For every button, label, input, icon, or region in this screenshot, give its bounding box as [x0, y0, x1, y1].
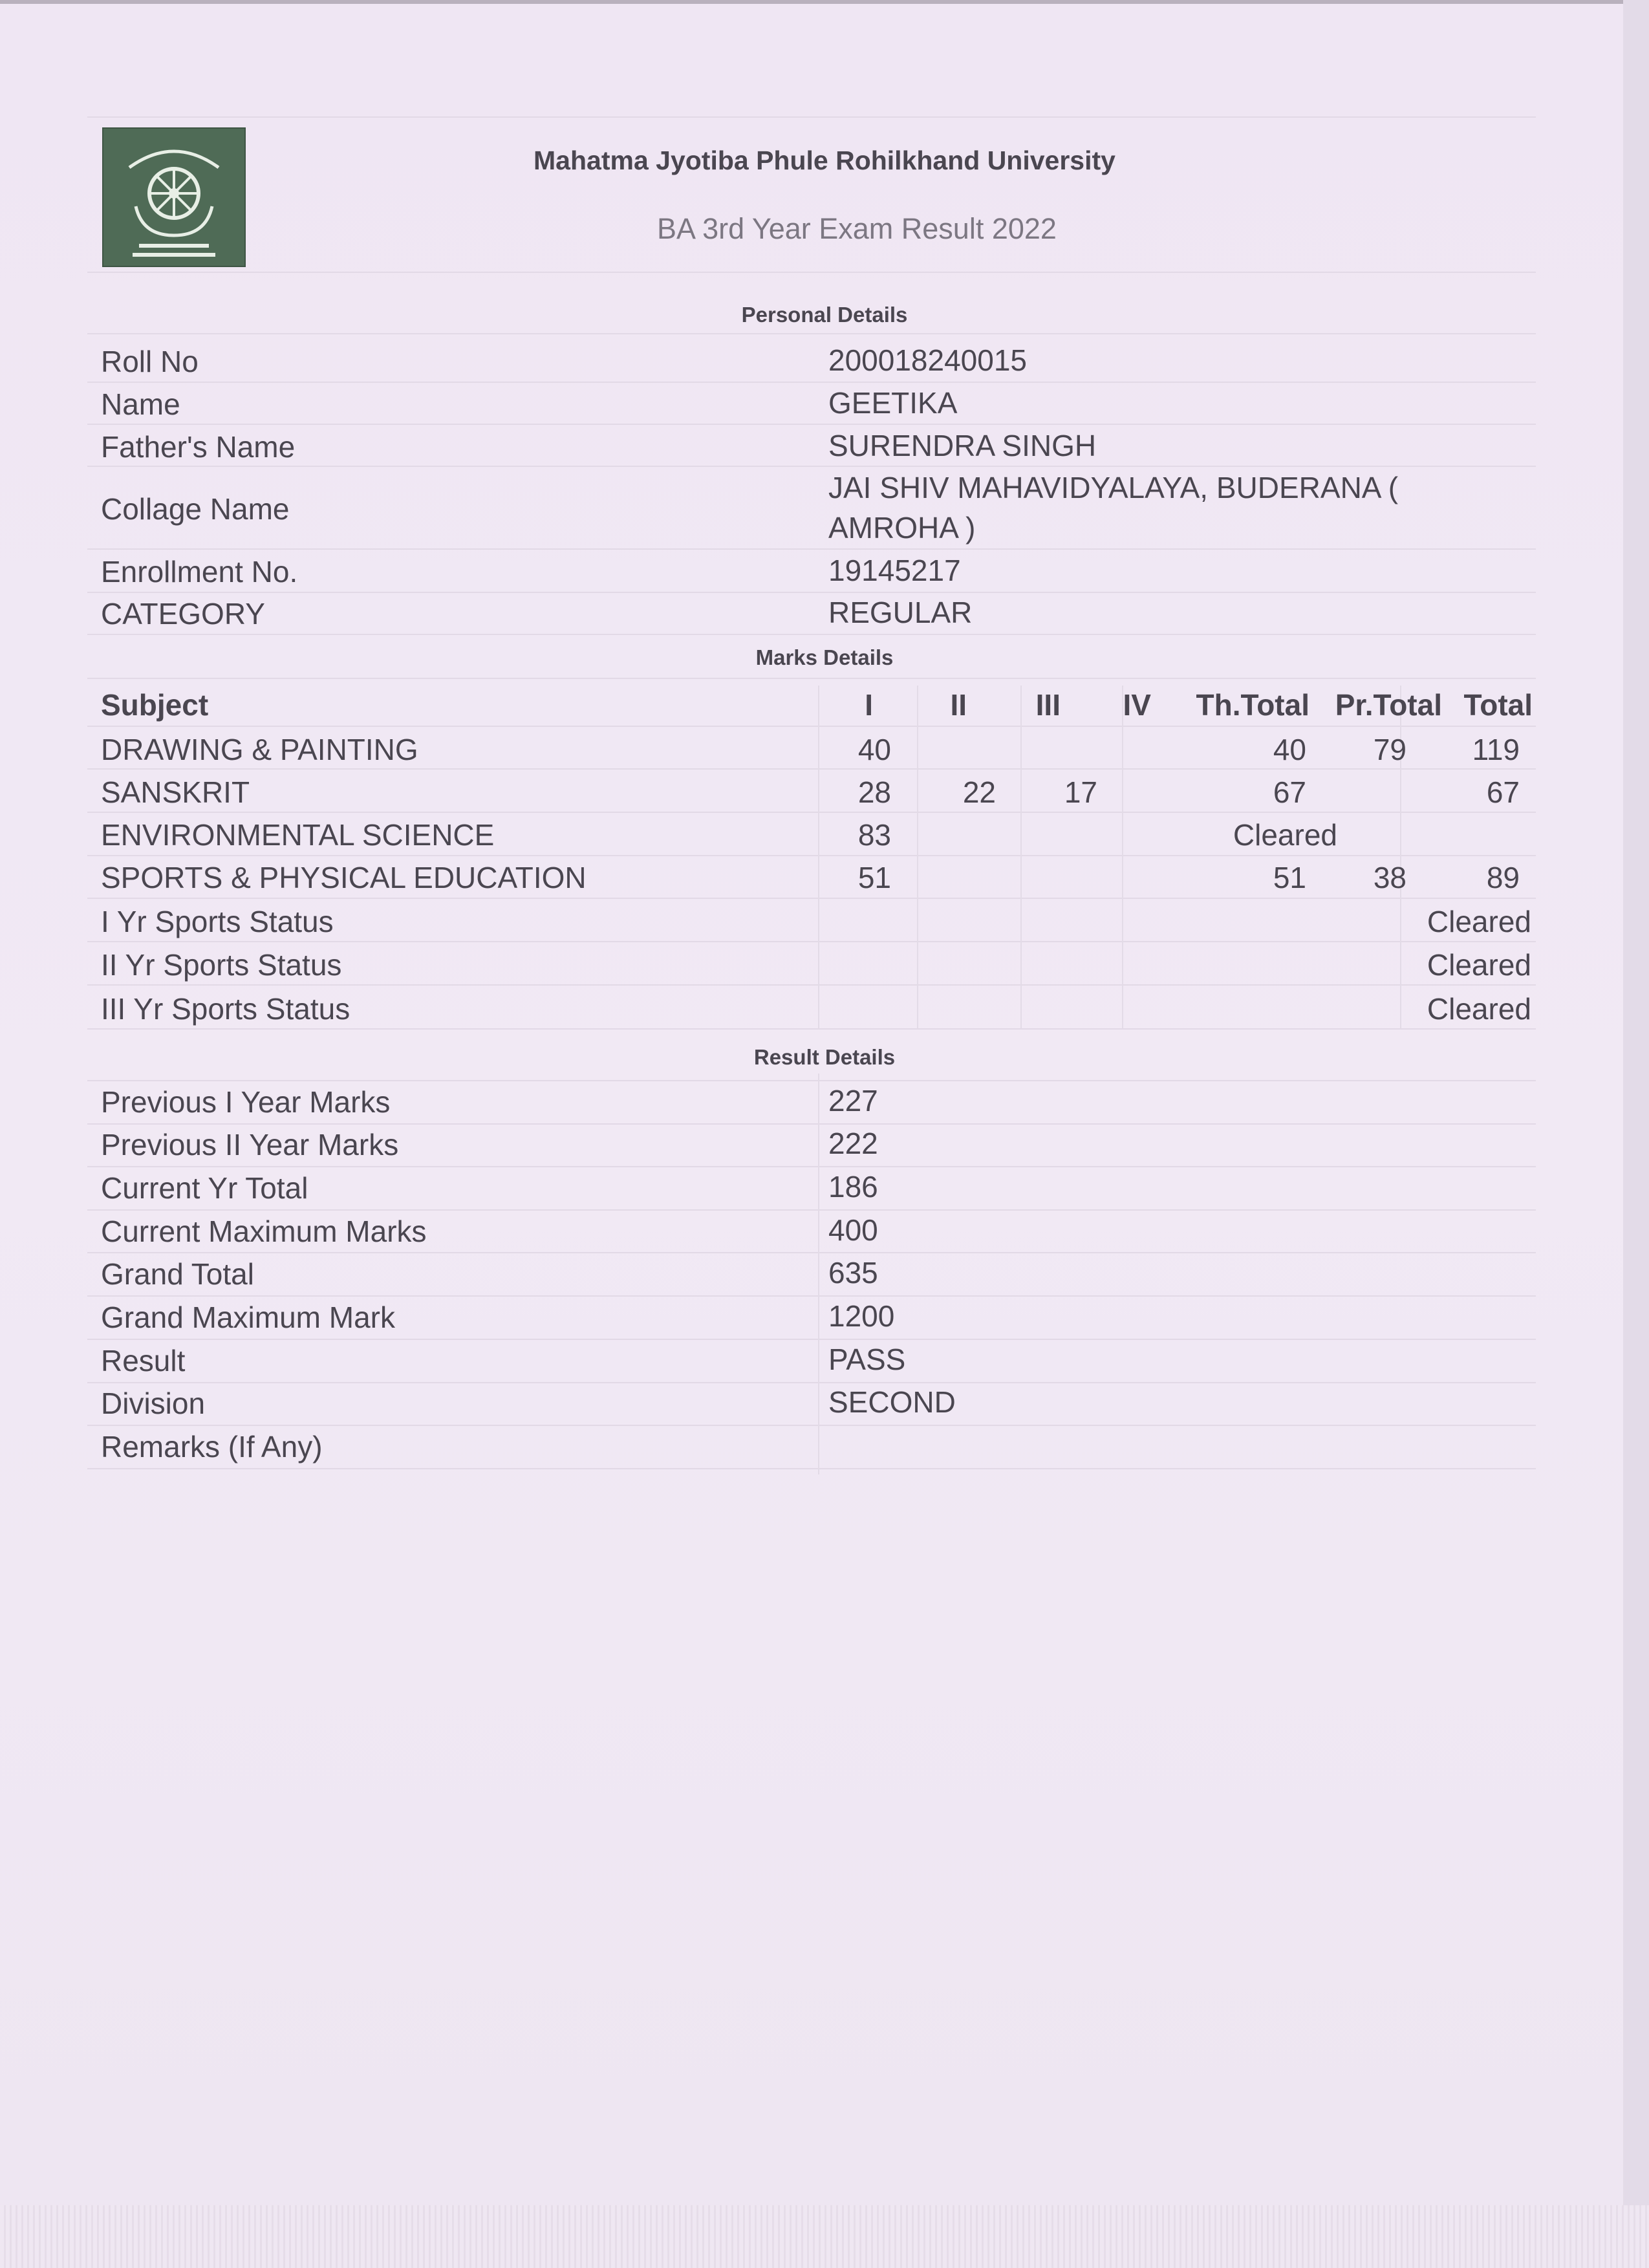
- result-label: Previous I Year Marks: [101, 1085, 391, 1119]
- mark-cell-th-total: 67: [1273, 775, 1306, 809]
- divider: [87, 1382, 1536, 1383]
- subject-header: Subject: [101, 688, 209, 722]
- divider: [87, 272, 1536, 273]
- mark-cell-p2: 22: [962, 775, 996, 809]
- scan-artifact-band: [0, 2205, 1649, 2268]
- result-value: 1200: [828, 1299, 895, 1333]
- category-value: REGULAR: [828, 596, 973, 629]
- mark-cell-p1: 51: [857, 861, 891, 894]
- column-header-th-total: Th.Total: [1196, 688, 1310, 722]
- mark-cell-p1: 83: [857, 818, 891, 852]
- divider: [87, 1339, 1536, 1340]
- result-value: 400: [828, 1213, 878, 1247]
- result-value: 227: [828, 1084, 878, 1118]
- divider: [87, 382, 1536, 383]
- column-divider: [917, 686, 918, 1028]
- result-details-heading: Result Details: [753, 1045, 896, 1069]
- subject-name: ENVIRONMENTAL SCIENCE: [101, 818, 495, 852]
- column-divider: [1122, 686, 1123, 1028]
- mark-cell-p1: 40: [857, 733, 891, 766]
- subject-name: DRAWING & PAINTING: [101, 733, 418, 766]
- college-name-value: JAI SHIV MAHAVIDYALAYA, BUDERANA ( AMROHA ): [828, 471, 1399, 545]
- roll-no-label: Roll No: [101, 345, 199, 378]
- divider: [87, 116, 1536, 118]
- name-label: Name: [101, 387, 180, 421]
- name-value: GEETIKA: [828, 386, 958, 420]
- mark-cell-th-total: 51: [1273, 861, 1306, 894]
- mark-cell-p1: 28: [857, 775, 891, 809]
- column-header-p2: II: [950, 688, 967, 722]
- result-label: Current Yr Total: [101, 1171, 308, 1205]
- result-label: Grand Maximum Mark: [101, 1301, 395, 1334]
- divider: [87, 1252, 1536, 1253]
- divider: [87, 634, 1536, 635]
- divider: [87, 1028, 1536, 1030]
- column-header-pr-total: Pr.Total: [1335, 688, 1442, 722]
- mark-cell-p3: 17: [1064, 775, 1097, 809]
- right-edge: [1623, 0, 1649, 2268]
- divider: [87, 333, 1536, 334]
- mark-cell-th-total: 40: [1273, 733, 1306, 766]
- university-name: Mahatma Jyotiba Phule Rohilkhand University: [534, 146, 1116, 175]
- result-label: Result: [101, 1344, 186, 1377]
- mark-cell-pr-total: 38: [1373, 861, 1406, 894]
- divider: [87, 1468, 1536, 1469]
- result-value: 635: [828, 1256, 878, 1290]
- mark-cell-total: Cleared: [1427, 905, 1531, 938]
- mark-cell-total: 89: [1486, 861, 1520, 894]
- father-name-label: Father's Name: [101, 430, 296, 464]
- divider: [87, 466, 1536, 467]
- category-label: CATEGORY: [101, 597, 265, 631]
- result-label: Division: [101, 1387, 206, 1420]
- divider: [87, 424, 1536, 425]
- column-divider: [818, 686, 819, 1028]
- result-label: Grand Total: [101, 1257, 254, 1291]
- divider: [87, 1295, 1536, 1297]
- divider: [87, 768, 1536, 770]
- result-value: SECOND: [828, 1385, 956, 1419]
- result-label: Current Maximum Marks: [101, 1215, 427, 1248]
- mark-cell-total: Cleared: [1427, 992, 1531, 1026]
- divider: [87, 1123, 1536, 1125]
- column-header-p3: III: [1035, 688, 1061, 722]
- subject-name: SPORTS & PHYSICAL EDUCATION: [101, 861, 587, 894]
- mark-cell-total: 119: [1472, 733, 1520, 766]
- result-value: 222: [828, 1127, 878, 1160]
- subject-name: SANSKRIT: [101, 775, 250, 809]
- result-label: Previous II Year Marks: [101, 1128, 399, 1161]
- college-name-label: Collage Name: [101, 492, 290, 526]
- father-name-value: SURENDRA SINGH: [828, 429, 1097, 462]
- divider: [87, 592, 1536, 593]
- column-header-p1: I: [865, 688, 873, 722]
- divider: [87, 812, 1536, 813]
- mark-cell-total: Cleared: [1427, 948, 1531, 982]
- column-header-p4: IV: [1123, 688, 1151, 722]
- divider: [87, 1166, 1536, 1167]
- marks-details-heading: Marks Details: [755, 645, 894, 669]
- roll-no-value: 200018240015: [828, 343, 1027, 377]
- divider: [87, 898, 1536, 899]
- divider: [87, 1080, 1536, 1081]
- divider: [87, 678, 1536, 679]
- column-divider: [1020, 686, 1022, 1028]
- divider: [87, 941, 1536, 942]
- mark-cell-total: 67: [1486, 775, 1520, 809]
- exam-title: BA 3rd Year Exam Result 2022: [657, 212, 1057, 245]
- result-value: PASS: [828, 1343, 906, 1376]
- divider: [87, 1209, 1536, 1211]
- divider: [87, 726, 1536, 727]
- personal-details-heading: Personal Details: [741, 303, 908, 327]
- mark-cell-pr-total: 79: [1373, 733, 1406, 766]
- subject-name: III Yr Sports Status: [101, 992, 350, 1026]
- enrollment-value: 19145217: [828, 554, 961, 587]
- mark-cell-th-total: Cleared: [1233, 818, 1337, 852]
- column-header-total: Total: [1463, 688, 1533, 722]
- result-label: Remarks (If Any): [101, 1430, 323, 1463]
- divider: [87, 548, 1536, 550]
- enrollment-label: Enrollment No.: [101, 555, 298, 589]
- top-edge: [0, 0, 1649, 4]
- subject-name: II Yr Sports Status: [101, 948, 342, 982]
- divider: [87, 855, 1536, 856]
- divider: [87, 1425, 1536, 1426]
- column-divider: [818, 1074, 819, 1474]
- divider: [87, 984, 1536, 986]
- result-value: 186: [828, 1170, 878, 1204]
- subject-name: I Yr Sports Status: [101, 905, 334, 938]
